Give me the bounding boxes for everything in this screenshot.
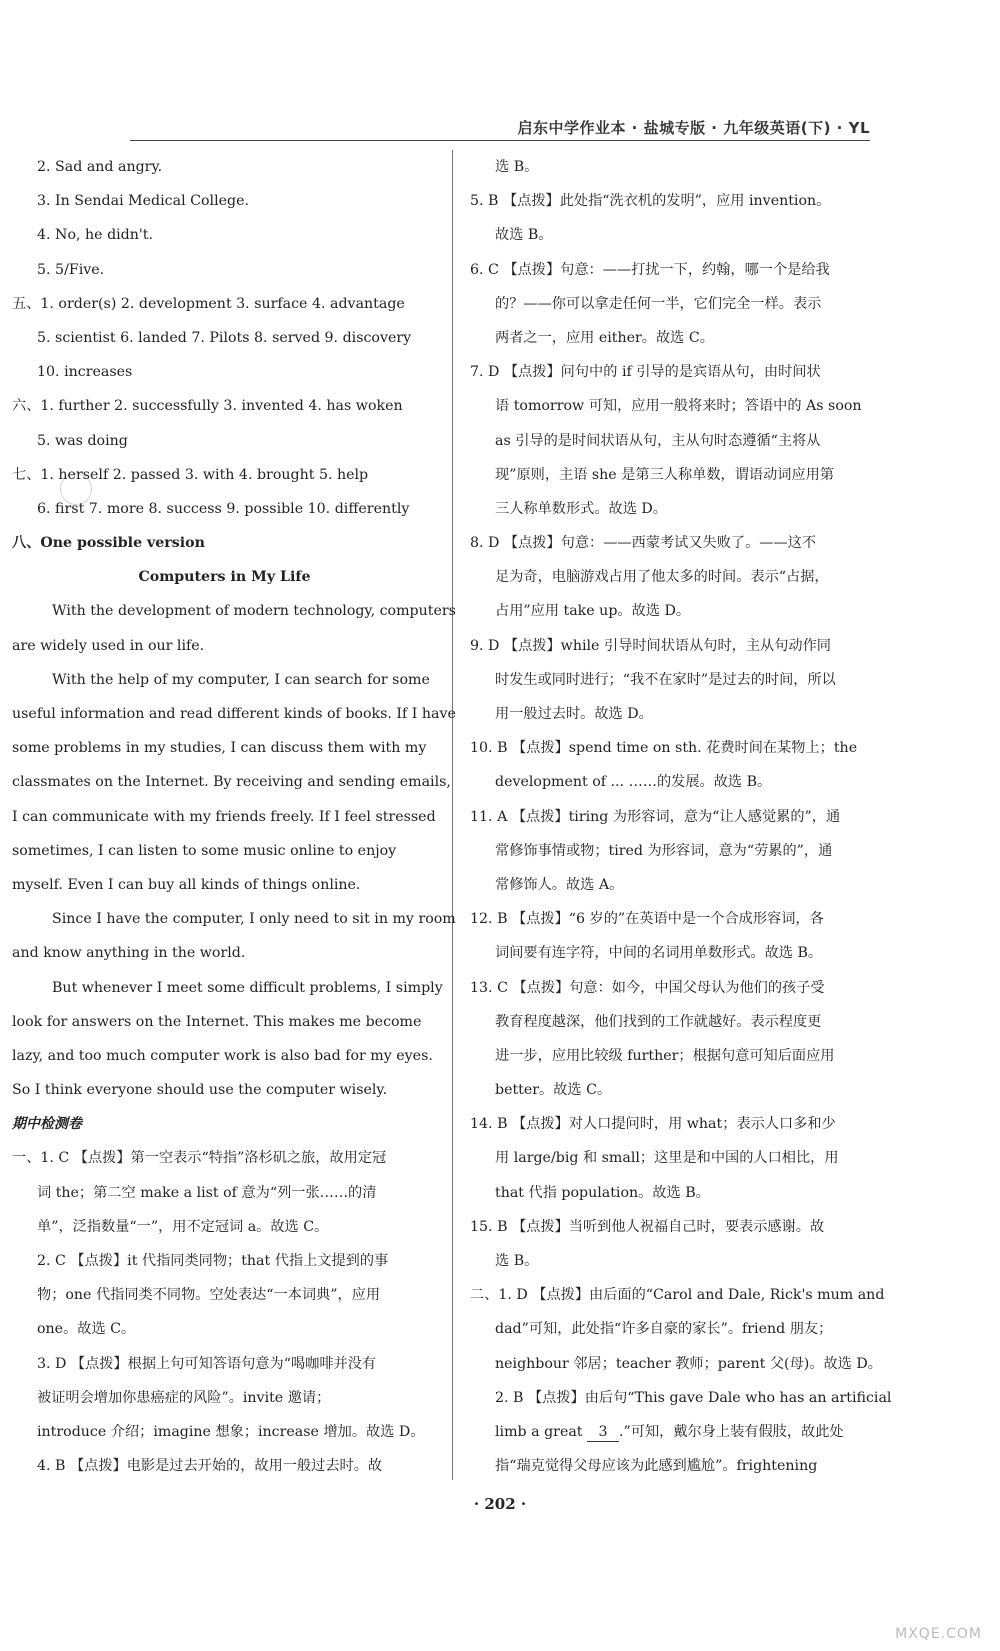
left-line: 物；one 代指同类不同物。空处表达“一本词典”，应用 bbox=[37, 1287, 381, 1304]
right-line: 选 B。 bbox=[495, 1253, 539, 1269]
right-line: dad”可知，此处指“许多自豪的家长”。friend 朋友； bbox=[495, 1321, 833, 1338]
left-line: myself. Even I can buy all kinds of things online. bbox=[12, 876, 361, 893]
left-line: look for answers on the Internet. This makes me become bbox=[12, 1013, 422, 1030]
right-line: 常修饰事情或物；tired 为形容词，意为“劳累的”，通 bbox=[495, 842, 833, 859]
left-line: Since I have the computer, I only need to sit in my room bbox=[52, 911, 456, 928]
left-line: classmates on the Internet. By receiving and sending emails, bbox=[12, 774, 451, 791]
right-line: 7. D 【点拨】问句中的 if 引导的是宾语从句，由时间状 bbox=[470, 364, 821, 381]
right-line: 2. B 【点拨】由后句“This gave Dale who has an artificial bbox=[495, 1389, 892, 1406]
right-line: 两者之一，应用 either。故选 C。 bbox=[495, 329, 714, 346]
left-line: are widely used in our life. bbox=[12, 637, 205, 654]
right-line: 8. D 【点拨】句意：——西蒙考试又失败了。——这不 bbox=[470, 535, 817, 552]
left-line: introduce 介绍；imagine 想象；increase 增加。故选 D。 bbox=[37, 1423, 425, 1440]
left-line: I can communicate with my friends freely. If I feel stressed bbox=[12, 808, 436, 825]
left-line: 2. Sad and angry. bbox=[37, 159, 163, 175]
right-line: 9. D 【点拨】while 引导时间状语从句时，主从句动作同 bbox=[470, 637, 831, 654]
left-line: lazy, and too much computer work is also bad for my eyes. bbox=[12, 1047, 433, 1064]
right-line: 6. C 【点拨】句意：——打扰一下，约翰，哪一个是给我 bbox=[470, 261, 830, 278]
right-line: 故选 B。 bbox=[495, 227, 553, 244]
left-line: 2. C 【点拨】it 代指同类同物；that 代指上文提到的事 bbox=[37, 1253, 389, 1269]
right-line: 二、1. D 【点拨】由后面的“Carol and Dale, Rick's mum and bbox=[470, 1287, 885, 1304]
right-column bbox=[470, 150, 908, 1483]
right-line: 足为奇，电脑游戏占用了他太多的时间。表示“占据， bbox=[495, 569, 829, 586]
left-line: 八、One possible version bbox=[12, 535, 205, 552]
left-line: sometimes, I can listen to some music online to enjoy bbox=[12, 842, 397, 859]
right-line: 进一步，应用比较级 further；根据句意可知后面应用 bbox=[495, 1047, 835, 1064]
left-line: 4. No, he didn't. bbox=[37, 227, 154, 244]
right-line: 14. B 【点拨】对人口提问时，用 what；表示人口多和少 bbox=[470, 1116, 836, 1133]
left-line: 3. D 【点拨】根据上句可知答语句意为“喝咖啡并没有 bbox=[37, 1355, 377, 1372]
right-line: development of ... ……的发展。故选 B。 bbox=[495, 774, 772, 791]
left-line: 七、1. herself 2. passed 3. with 4. brought 5. help bbox=[12, 466, 369, 483]
right-line: 占用”应用 take up。故选 D。 bbox=[495, 603, 691, 620]
left-line: With the development of modern technology, computers bbox=[52, 603, 456, 620]
right-line: 语 tomorrow 可知，应用一般将来时；答语中的 As soon bbox=[495, 398, 862, 415]
right-line: neighbour 邻居；teacher 教师；parent 父(母)。故选 D。 bbox=[495, 1355, 882, 1372]
right-line: 教育程度越深，他们找到的工作就越好。表示程度更 bbox=[495, 1013, 822, 1030]
left-line: 5. was doing bbox=[37, 432, 128, 449]
watermark-text: MXQE.COM bbox=[895, 1626, 982, 1642]
right-line: 现”原则，主语 she 是第三人称单数，谓语动词应用第 bbox=[495, 466, 835, 483]
left-line: one。故选 C。 bbox=[37, 1321, 136, 1338]
running-header: 启东中学作业本 · 盐城专版 · 九年级英语(下) · YL bbox=[517, 119, 870, 137]
left-line: useful information and read different kinds of books. If I have bbox=[12, 706, 456, 722]
left-line: and know anything in the world. bbox=[12, 945, 246, 962]
right-line: 时发生或同时进行；“我不在家时”是过去的时间，所以 bbox=[495, 671, 836, 688]
left-line: 六、1. further 2. successfully 3. invented 4. has woken bbox=[12, 398, 403, 415]
right-line bbox=[470, 1415, 908, 1449]
blank-number: 3 bbox=[587, 1423, 619, 1442]
left-line: But whenever I meet some difficult problems, I simply bbox=[52, 979, 443, 996]
right-line: 5. B 【点拨】此处指“洗衣机的发明”，应用 invention。 bbox=[470, 193, 831, 210]
right-line: 常修饰人。故选 A。 bbox=[495, 876, 624, 893]
left-line: 3. In Sendai Medical College. bbox=[37, 193, 249, 210]
right-line: 三人称单数形式。故选 D。 bbox=[495, 500, 667, 517]
right-line: 11. A 【点拨】tiring 为形容词，意为“让人感觉累的”，通 bbox=[470, 808, 841, 825]
right-line: 10. B 【点拨】spend time on sth. 花费时间在某物上；the bbox=[470, 740, 858, 757]
left-line: 一、1. C 【点拨】第一空表示“特指”洛杉矶之旅，故用定冠 bbox=[12, 1150, 387, 1167]
left-line: 4. B 【点拨】电影是过去开始的，故用一般过去时。故 bbox=[37, 1458, 383, 1475]
column-divider bbox=[452, 150, 453, 1480]
left-line: So I think everyone should use the computer wisely. bbox=[12, 1082, 388, 1099]
left-line: With the help of my computer, I can search for some bbox=[52, 671, 430, 688]
right-line: 词间要有连字符，中间的名词用单数形式。故选 B。 bbox=[495, 945, 823, 962]
left-line: 6. first 7. more 8. success 9. possible 10. differently bbox=[37, 500, 410, 517]
right-line: 13. C 【点拨】句意：如今，中国父母认为他们的孩子受 bbox=[470, 979, 825, 996]
right-line: 指“瑞克觉得父母应该为此感到尴尬”。frightening bbox=[495, 1458, 818, 1475]
right-line: 用 large/big 和 small；这里是和中国的人口相比，用 bbox=[495, 1150, 839, 1167]
left-line: 单”，泛指数量“一”，用不定冠词 a。故选 C。 bbox=[37, 1218, 329, 1235]
header-rule bbox=[130, 140, 870, 141]
right-line: as 引导的是时间状语从句，主从句时态遵循“主将从 bbox=[495, 432, 821, 449]
left-column bbox=[12, 150, 456, 1483]
right-line: that 代指 population。故选 B。 bbox=[495, 1184, 710, 1201]
right-line: 15. B 【点拨】当听到他人祝福自己时，要表示感谢。故 bbox=[470, 1218, 825, 1235]
left-line: 词 the；第二空 make a list of 意为“列一张……的清 bbox=[37, 1184, 377, 1201]
left-line: some problems in my studies, I can discuss them with my bbox=[12, 740, 427, 757]
watermark bbox=[780, 1588, 990, 1646]
left-line: 5. 5/Five. bbox=[37, 261, 105, 278]
line-text: .”可知，戴尔身上装有假肢，故此处 bbox=[619, 1423, 844, 1440]
line-text: limb a great bbox=[495, 1423, 583, 1440]
left-line: 五、1. order(s) 2. development 3. surface 4. advantage bbox=[12, 295, 405, 312]
left-line: 期中检测卷 bbox=[12, 1116, 82, 1133]
left-line: 10. increases bbox=[37, 364, 133, 381]
right-line: 12. B 【点拨】“6 岁的”在英语中是一个合成形容词，各 bbox=[470, 911, 824, 928]
right-line: 的？——你可以拿走任何一半，它们完全一样。表示 bbox=[495, 295, 822, 312]
left-line: Computers in My Life bbox=[138, 569, 311, 586]
page-number: · 202 · bbox=[473, 1495, 527, 1513]
left-line: 被证明会增加你患癌症的风险”。invite 邀请； bbox=[37, 1389, 331, 1406]
left-line: 5. scientist 6. landed 7. Pilots 8. served 9. discovery bbox=[37, 329, 412, 346]
right-line: better。故选 C。 bbox=[495, 1082, 612, 1099]
right-line: 选 B。 bbox=[495, 159, 539, 175]
right-line: 用一般过去时。故选 D。 bbox=[495, 706, 653, 722]
